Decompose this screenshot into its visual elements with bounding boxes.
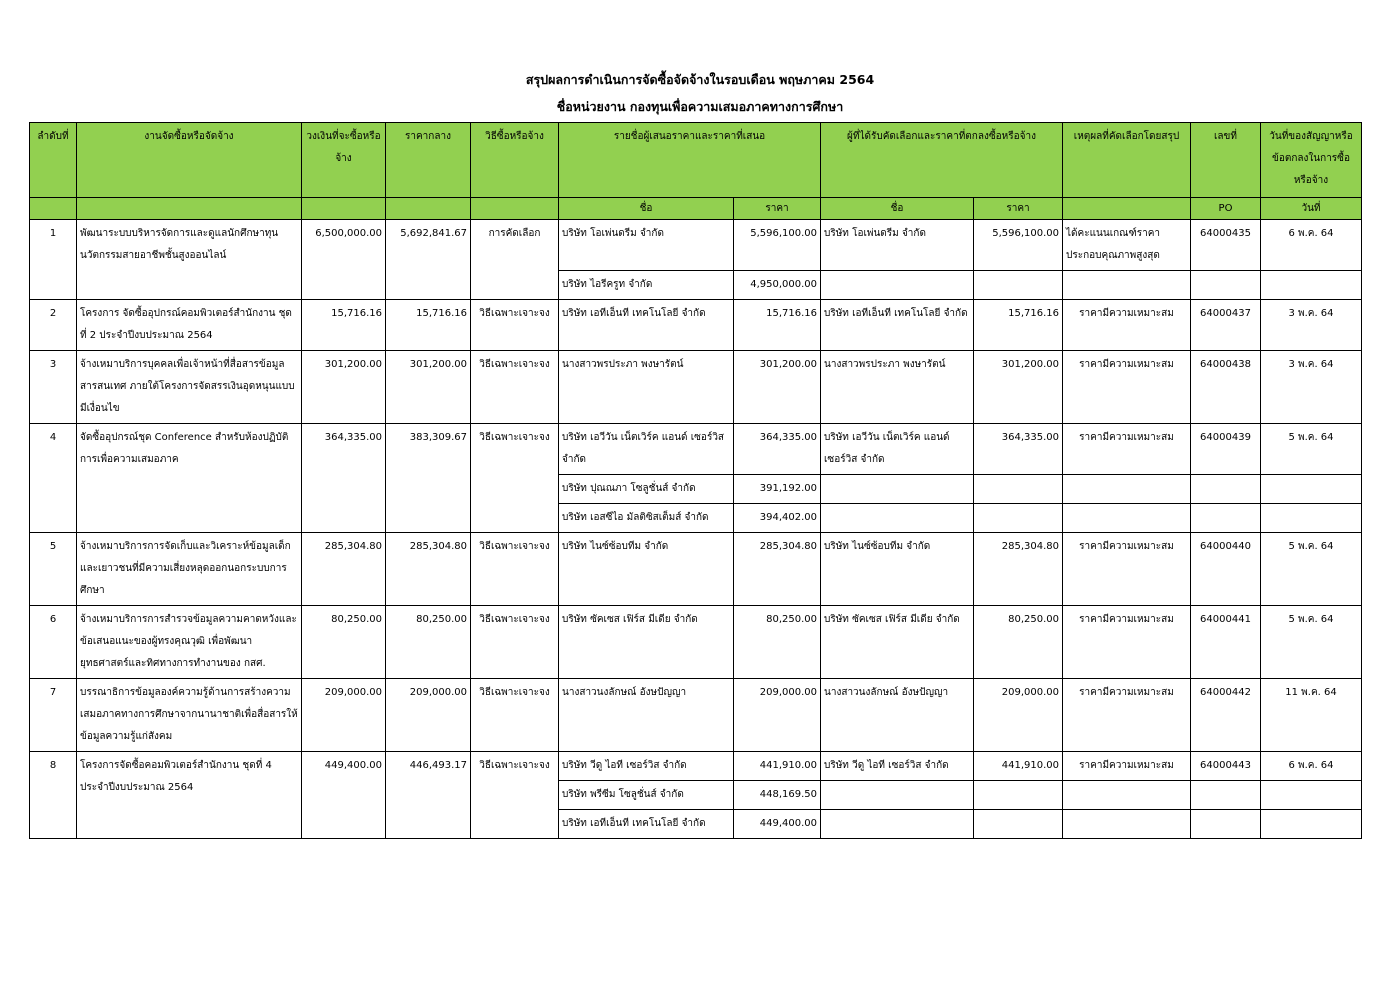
document-title: สรุปผลการดำเนินการจัดซื้อจัดจ้างในรอบเดือน พฤษภาคม 2564 (525, 72, 875, 87)
empty-cell (1191, 810, 1261, 839)
row-po: 64000441 (1191, 606, 1261, 679)
header-winner: ผู้ที่ได้รับคัดเลือกและราคาที่ตกลงซื้อหรือจ้าง (821, 123, 1063, 198)
bidder-name: บริษัท ไอรีครูท จำกัด (559, 271, 734, 300)
row-item: โครงการจัดซื้อคอมพิวเตอร์สำนักงาน ชุดที่ 4 ประจำปีงบประมาณ 2564 (77, 752, 302, 839)
row-budget: 301,200.00 (302, 351, 386, 424)
bidder-name: บริษัท เอทีเอ็นที เทคโนโลยี จำกัด (559, 810, 734, 839)
row-date: 5 พ.ค. 64 (1261, 424, 1362, 475)
empty-cell (974, 475, 1063, 504)
row-po: 64000440 (1191, 533, 1261, 606)
row-reason: ราคามีความเหมาะสม (1063, 752, 1191, 781)
row-no: 6 (30, 606, 77, 679)
row-median: 446,493.17 (386, 752, 471, 839)
subheader-empty (1063, 198, 1191, 220)
row-item: จ้างเหมาบริการการจัดเก็บและวิเคราะห์ข้อมูลเด็กและเยาวชนที่มีความเสี่ยงหลุดออกนอกระบบการศึกษา (77, 533, 302, 606)
row-median: 15,716.16 (386, 300, 471, 351)
bidder-price: 448,169.50 (734, 781, 821, 810)
row-item: บรรณาธิการข้อมูลองค์ความรู้ด้านการสร้างความเสมอภาคทางการศึกษาจากนานาชาติเพื่อสื่อสารให้ข้อมูลความรู้แก่สังคม (77, 679, 302, 752)
row-no: 1 (30, 220, 77, 300)
row-po: 64000443 (1191, 752, 1261, 781)
row-date: 3 พ.ค. 64 (1261, 300, 1362, 351)
empty-cell (1261, 810, 1362, 839)
winner-name: บริษัท เอทีเอ็นที เทคโนโลยี จำกัด (821, 300, 974, 351)
row-po: 64000438 (1191, 351, 1261, 424)
empty-cell (821, 475, 974, 504)
bidder-name: บริษัท เอวีวัน เน็ตเวิร์ค แอนด์ เซอร์วิส จำกัด (559, 424, 734, 475)
subheader-row (30, 198, 1362, 220)
empty-cell (1261, 781, 1362, 810)
row-reason: ราคามีความเหมาะสม (1063, 606, 1191, 679)
table-row (30, 679, 1362, 752)
winner-name: บริษัท วีดู ไอที เซอร์วิส จำกัด (821, 752, 974, 781)
row-median: 80,250.00 (386, 606, 471, 679)
empty-cell (1063, 271, 1191, 300)
bidder-price: 4,950,000.00 (734, 271, 821, 300)
empty-cell (974, 810, 1063, 839)
header-method: วิธีซื้อหรือจ้าง (471, 123, 559, 198)
empty-cell (821, 504, 974, 533)
row-no: 2 (30, 300, 77, 351)
empty-cell (1261, 475, 1362, 504)
subheader-winner-name: ชื่อ (821, 198, 974, 220)
bidder-price: 301,200.00 (734, 351, 821, 424)
winner-price: 15,716.16 (974, 300, 1063, 351)
header-median: ราคากลาง (386, 123, 471, 198)
bidder-name: นางสาวพรประภา พงษารัตน์ (559, 351, 734, 424)
empty-cell (1063, 781, 1191, 810)
table-row (30, 606, 1362, 679)
row-item: โครงการ จัดซื้ออุปกรณ์คอมพิวเตอร์สำนักงาน ชุดที่ 2 ประจำปีงบประมาณ 2564 (77, 300, 302, 351)
header-bidders: รายชื่อผู้เสนอราคาและราคาที่เสนอ (559, 123, 821, 198)
bidder-name: บริษัท ไนซ์ซ้อบทีม จำกัด (559, 533, 734, 606)
table-row (30, 220, 1362, 271)
row-date: 11 พ.ค. 64 (1261, 679, 1362, 752)
empty-cell (1063, 810, 1191, 839)
procurement-table (29, 122, 1362, 839)
row-date: 5 พ.ค. 64 (1261, 533, 1362, 606)
row-date: 5 พ.ค. 64 (1261, 606, 1362, 679)
empty-cell (1261, 271, 1362, 300)
row-median: 285,304.80 (386, 533, 471, 606)
bidder-name: บริษัท พรีซีม โซลูชั่นส์ จำกัด (559, 781, 734, 810)
bidder-price: 449,400.00 (734, 810, 821, 839)
row-budget: 209,000.00 (302, 679, 386, 752)
row-budget: 15,716.16 (302, 300, 386, 351)
row-method: วิธีเฉพาะเจาะจง (471, 424, 559, 533)
row-method: วิธีเฉพาะเจาะจง (471, 752, 559, 839)
row-method: วิธีเฉพาะเจาะจง (471, 679, 559, 752)
row-method: วิธีเฉพาะเจาะจง (471, 300, 559, 351)
winner-name: นางสาวนงลักษณ์ อังษปัญญา (821, 679, 974, 752)
bidder-price: 209,000.00 (734, 679, 821, 752)
subheader-empty (30, 198, 77, 220)
empty-cell (821, 810, 974, 839)
row-median: 383,309.67 (386, 424, 471, 533)
empty-cell (974, 781, 1063, 810)
empty-cell (1261, 504, 1362, 533)
row-reason: ราคามีความเหมาะสม (1063, 351, 1191, 424)
subheader-date: วันที่ (1261, 198, 1362, 220)
table-row (30, 424, 1362, 475)
row-budget: 364,335.00 (302, 424, 386, 533)
bidder-name: บริษัท เอทีเอ็นที เทคโนโลยี จำกัด (559, 300, 734, 351)
row-no: 5 (30, 533, 77, 606)
bidder-price: 285,304.80 (734, 533, 821, 606)
empty-cell (1191, 781, 1261, 810)
winner-name: บริษัท ซัคเซส เฟิร์ส มีเดีย จำกัด (821, 606, 974, 679)
row-item: จัดซื้ออุปกรณ์ชุด Conference สำหรับห้องปฏิบัติการเพื่อความเสมอภาค (77, 424, 302, 533)
header-date: วันที่ของสัญญาหรือข้อตกลงในการซื้อหรือจ้าง (1261, 123, 1362, 198)
winner-price: 364,335.00 (974, 424, 1063, 475)
row-budget: 285,304.80 (302, 533, 386, 606)
subheader-empty (77, 198, 302, 220)
row-item: จ้างเหมาบริการบุคคลเพื่อเจ้าหน้าที่สื่อสารข้อมูลสารสนเทศ ภายใต้โครงการจัดสรรเงินอุดหนุนแบบมีเงื่อนไข (77, 351, 302, 424)
bidder-price: 364,335.00 (734, 424, 821, 475)
empty-cell (1191, 271, 1261, 300)
row-median: 301,200.00 (386, 351, 471, 424)
winner-price: 209,000.00 (974, 679, 1063, 752)
row-method: วิธีเฉพาะเจาะจง (471, 606, 559, 679)
empty-cell (821, 271, 974, 300)
winner-price: 285,304.80 (974, 533, 1063, 606)
subheader-po: PO (1191, 198, 1261, 220)
winner-price: 5,596,100.00 (974, 220, 1063, 271)
empty-cell (974, 271, 1063, 300)
bidder-name: บริษัท ซัคเซส เฟิร์ส มีเดีย จำกัด (559, 606, 734, 679)
empty-cell (821, 781, 974, 810)
table-row (30, 351, 1362, 424)
row-no: 3 (30, 351, 77, 424)
winner-price: 301,200.00 (974, 351, 1063, 424)
subheader-bidder-name: ชื่อ (559, 198, 734, 220)
row-budget: 449,400.00 (302, 752, 386, 839)
header-row (30, 123, 1362, 198)
bidder-price: 5,596,100.00 (734, 220, 821, 271)
header-item: งานจัดซื้อหรือจัดจ้าง (77, 123, 302, 198)
header-budget: วงเงินที่จะซื้อหรือจ้าง (302, 123, 386, 198)
bidder-name: บริษัท เอสซีไอ มัลติซิสเต็มส์ จำกัด (559, 504, 734, 533)
bidder-name: นางสาวนงลักษณ์ อังษปัญญา (559, 679, 734, 752)
empty-cell (1063, 504, 1191, 533)
row-po: 64000439 (1191, 424, 1261, 475)
bidder-name: บริษัท วีดู ไอที เซอร์วิส จำกัด (559, 752, 734, 781)
table-row (30, 752, 1362, 781)
row-no: 7 (30, 679, 77, 752)
table-row (30, 533, 1362, 606)
bidder-price: 391,192.00 (734, 475, 821, 504)
subheader-winner-price: ราคา (974, 198, 1063, 220)
document-subtitle: ชื่อหน่วยงาน กองทุนเพื่อความเสมอภาคทางการศึกษา (556, 99, 844, 114)
row-item: พัฒนาระบบบริหารจัดการและดูแลนักศึกษาทุนนวัตกรรมสายอาชีพชั้นสูงออนไลน์ (77, 220, 302, 300)
row-method: การคัดเลือก (471, 220, 559, 300)
row-budget: 80,250.00 (302, 606, 386, 679)
row-item: จ้างเหมาบริการการสำรวจข้อมูลความคาดหวังและข้อเสนอแนะของผู้ทรงคุณวุฒิ เพื่อพัฒนายุทธศาสตร์และทิศทางการทำงานของ กสศ. (77, 606, 302, 679)
row-reason: ราคามีความเหมาะสม (1063, 424, 1191, 475)
row-median: 209,000.00 (386, 679, 471, 752)
bidder-price: 441,910.00 (734, 752, 821, 781)
winner-price: 441,910.00 (974, 752, 1063, 781)
subheader-empty (302, 198, 386, 220)
subheader-empty (471, 198, 559, 220)
row-po: 64000437 (1191, 300, 1261, 351)
winner-name: บริษัท เอวีวัน เน็ตเวิร์ค แอนด์ เซอร์วิส จำกัด (821, 424, 974, 475)
row-reason: ได้คะแนนเกณฑ์ราคาประกอบคุณภาพสูงสุด (1063, 220, 1191, 271)
winner-name: บริษัท ไนซ์ซ้อบทีม จำกัด (821, 533, 974, 606)
empty-cell (1191, 475, 1261, 504)
row-date: 6 พ.ค. 64 (1261, 752, 1362, 781)
header-reason: เหตุผลที่คัดเลือกโดยสรุป (1063, 123, 1191, 198)
winner-price: 80,250.00 (974, 606, 1063, 679)
winner-name: บริษัท โอเพ่นดรีม จำกัด (821, 220, 974, 271)
row-no: 4 (30, 424, 77, 533)
subheader-empty (386, 198, 471, 220)
bidder-price: 394,402.00 (734, 504, 821, 533)
row-method: วิธีเฉพาะเจาะจง (471, 533, 559, 606)
header-number: เลขที่ (1191, 123, 1261, 198)
table-row (30, 300, 1362, 351)
bidder-price: 80,250.00 (734, 606, 821, 679)
row-date: 6 พ.ค. 64 (1261, 220, 1362, 271)
row-po: 64000442 (1191, 679, 1261, 752)
row-reason: ราคามีความเหมาะสม (1063, 533, 1191, 606)
bidder-price: 15,716.16 (734, 300, 821, 351)
empty-cell (1191, 504, 1261, 533)
empty-cell (974, 504, 1063, 533)
subheader-bidder-price: ราคา (734, 198, 821, 220)
row-reason: ราคามีความเหมาะสม (1063, 300, 1191, 351)
empty-cell (1063, 475, 1191, 504)
header-no: ลำดับที่ (30, 123, 77, 198)
row-reason: ราคามีความเหมาะสม (1063, 679, 1191, 752)
row-po: 64000435 (1191, 220, 1261, 271)
bidder-name: บริษัท ปุณณภา โซลูชั่นส์ จำกัด (559, 475, 734, 504)
winner-name: นางสาวพรประภา พงษารัตน์ (821, 351, 974, 424)
bidder-name: บริษัท โอเพ่นดรีม จำกัด (559, 220, 734, 271)
row-date: 3 พ.ค. 64 (1261, 351, 1362, 424)
row-no: 8 (30, 752, 77, 839)
row-method: วิธีเฉพาะเจาะจง (471, 351, 559, 424)
row-budget: 6,500,000.00 (302, 220, 386, 300)
row-median: 5,692,841.67 (386, 220, 471, 300)
